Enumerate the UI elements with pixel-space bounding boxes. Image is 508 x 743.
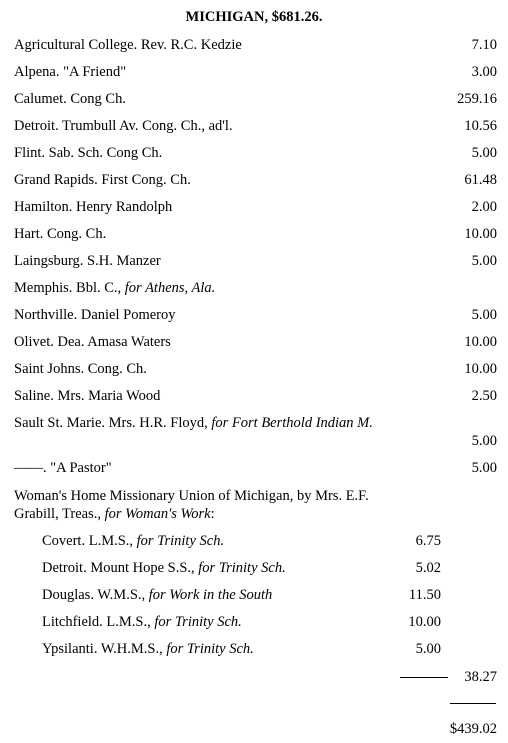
entry-amount: 10.00 (464, 226, 497, 242)
entry-amount: 2.00 (471, 199, 497, 215)
entry-label: Hamilton. Henry Randolph (14, 199, 173, 215)
entry-label: Memphis. Bbl. C., for Athens, Ala. (14, 280, 216, 296)
entry-amount: 61.48 (464, 172, 497, 188)
entry-label: Hart. Cong. Ch. (14, 226, 107, 242)
union-item-label: Detroit. Mount Hope S.S., for Trinity Sch. (42, 560, 286, 576)
entry-amount: 10.00 (464, 361, 497, 377)
union-item-amount: 10.00 (408, 614, 441, 630)
union-item-label: Douglas. W.M.S., for Work in the South (42, 587, 273, 603)
entry-amount: 259.16 (457, 91, 497, 107)
union-item-label: Covert. L.M.S., for Trinity Sch. (42, 533, 225, 549)
entry-label: Agricultural College. Rev. R.C. Kedzie (14, 37, 242, 53)
union-item-amount: 6.75 (415, 533, 441, 549)
entry-amount: 5.00 (471, 307, 497, 323)
entry-label: Laingsburg. S.H. Manzer (14, 253, 161, 269)
entry-amount: 7.10 (471, 37, 497, 53)
entry-designation: for Athens, Ala. (124, 280, 216, 296)
section-title: MICHIGAN, $681.26. (185, 9, 323, 25)
entry-amount: 3.00 (471, 64, 497, 80)
entry-label: Saline. Mrs. Maria Wood (14, 388, 161, 404)
union-total-amount: 38.27 (464, 669, 497, 685)
entry-amount: 5.00 (471, 433, 497, 449)
entry-label: ——. "A Pastor" (14, 460, 112, 476)
entry-amount: 5.00 (471, 145, 497, 161)
grand-total-amount: $439.02 (449, 721, 497, 737)
entry-label: Olivet. Dea. Amasa Waters (14, 334, 171, 350)
union-item-amount: 11.50 (408, 587, 441, 603)
union-heading: Woman's Home Missionary Union of Michigan, by Mrs. E.F. Grabill, Treas., for Woman's Work: (14, 488, 369, 522)
union-item-amount: 5.00 (415, 641, 441, 657)
entry-label: Sault St. Marie. Mrs. H.R. Floyd, for Fort Berthold Indian M. (14, 415, 373, 431)
entry-amount: 5.00 (471, 253, 497, 269)
entry-label: Northville. Daniel Pomeroy (14, 307, 176, 323)
entry-label: Calumet. Cong Ch. (14, 91, 126, 107)
subtotal-rule (400, 677, 448, 678)
union-item-amount: 5.02 (415, 560, 441, 576)
total-rule (450, 703, 496, 704)
entry-amount: 10.56 (464, 118, 497, 134)
entry-label: Detroit. Trumbull Av. Cong. Ch., ad'l. (14, 118, 233, 134)
entry-amount: 10.00 (464, 334, 497, 350)
entry-designation: for Fort Berthold Indian M. (211, 415, 373, 431)
union-item-label: Litchfield. L.M.S., for Trinity Sch. (42, 614, 242, 630)
entry-label: Grand Rapids. First Cong. Ch. (14, 172, 191, 188)
entry-label: Alpena. "A Friend" (14, 64, 127, 80)
entry-amount: 2.50 (471, 388, 497, 404)
union-designation: for Woman's Work (104, 506, 211, 522)
union-item-label: Ypsilanti. W.H.M.S., for Trinity Sch. (42, 641, 254, 657)
entry-label: Flint. Sab. Sch. Cong Ch. (14, 145, 163, 161)
entry-amount: 5.00 (471, 460, 497, 476)
entry-label: Saint Johns. Cong. Ch. (14, 361, 147, 377)
